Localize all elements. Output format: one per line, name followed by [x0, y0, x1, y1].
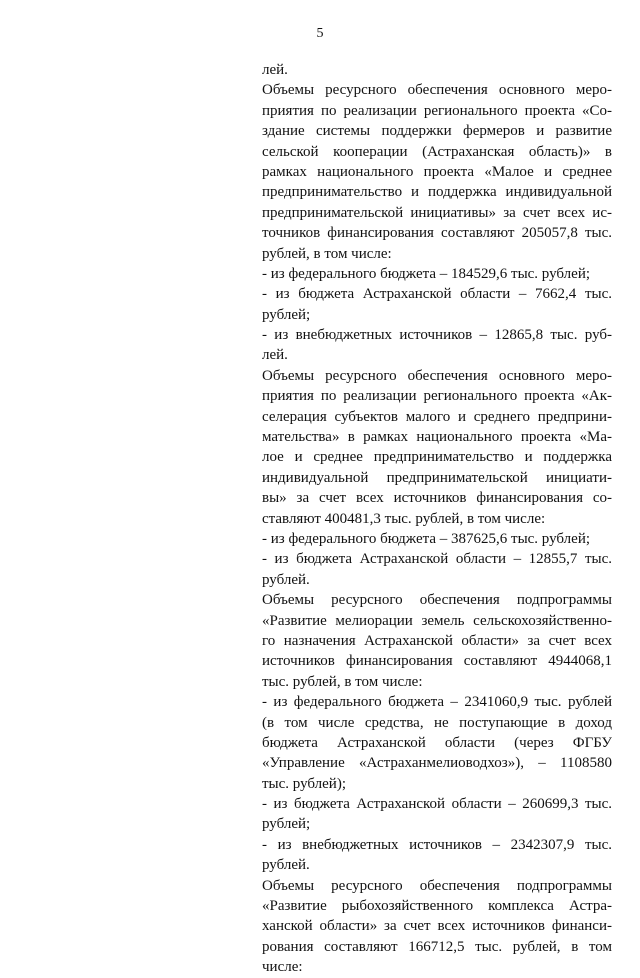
- text-line: - из бюджета Астраханской области – 7662,4 тыс.: [262, 286, 612, 303]
- text-line: бюджета Астраханской области (через ФГБУ: [262, 734, 612, 751]
- text-line: «Развитие рыбохозяйственного комплекса Астра-: [262, 898, 612, 915]
- text-line: - из федерального бюджета – 387625,6 тыс. рублей;: [262, 530, 591, 547]
- text-line: селерация субъектов малого и среднего предприни-: [262, 408, 612, 425]
- text-line: «Управление «Астраханмелиоводхоз»), – 1108580: [262, 755, 612, 772]
- text-line: - из бюджета Астраханской области – 12855,7 тыс.: [262, 551, 612, 568]
- text-line: рублей;: [262, 816, 311, 833]
- text-line: ставляют 400481,3 тыс. рублей, в том числе:: [262, 510, 546, 527]
- text-line: тыс. рублей);: [262, 775, 346, 792]
- text-line: индивидуальной предпринимательской инициати-: [262, 469, 612, 486]
- text-line: числе:: [262, 959, 303, 976]
- text-line: мательства» в рамках национального проекта «Ма-: [262, 429, 612, 446]
- text-line: предпринимательство и поддержка индивидуальной: [262, 184, 612, 201]
- text-line: здание системы поддержки фермеров и развитие: [262, 123, 612, 140]
- text-line: лое и среднее предпринимательство и поддержка: [262, 449, 612, 466]
- text-line: точников финансирования составляют 205057,8 тыс.: [262, 225, 612, 242]
- text-line: Объемы ресурсного обеспечения подпрограммы: [262, 592, 612, 609]
- text-line: рублей.: [262, 857, 310, 874]
- text-line: рублей, в том числе:: [262, 245, 392, 262]
- text-line: - из внебюджетных источников – 2342307,9 тыс.: [262, 836, 612, 853]
- text-line: рублей;: [262, 306, 311, 323]
- text-line: - из внебюджетных источников – 12865,8 тыс. руб-: [262, 327, 612, 344]
- text-line: приятия по реализации регионального проекта «Ак-: [262, 388, 612, 405]
- text-line: Объемы ресурсного обеспечения основного меро-: [262, 82, 612, 99]
- text-line: сельской кооперации (Астраханская область)» в: [262, 143, 612, 160]
- text-line: лей.: [262, 62, 288, 78]
- text-line: - из федерального бюджета – 184529,6 тыс. рублей;: [262, 265, 591, 282]
- text-line: - из федерального бюджета – 2341060,9 тыс. рублей: [262, 694, 612, 711]
- document-text-column: [262, 60, 612, 978]
- page-number: 5: [316, 26, 324, 41]
- text-line: рования составляют 166712,5 тыс. рублей, в том: [262, 938, 612, 955]
- text-line: ханской области» за счет всех источников финанси-: [262, 918, 612, 935]
- text-line: предпринимательской инициативы» за счет всех ис-: [262, 204, 612, 221]
- text-line: «Развитие мелиорации земель сельскохозяйственно-: [262, 612, 612, 629]
- text-line: (в том числе средства, не поступающие в доход: [262, 714, 612, 731]
- text-line: - из бюджета Астраханской области – 260699,3 тыс.: [262, 796, 612, 813]
- text-line: источников финансирования составляют 4944068,1: [262, 653, 612, 670]
- text-line: го назначения Астраханской области» за счет всех: [262, 632, 612, 649]
- text-line: приятия по реализации регионального проекта «Со-: [262, 102, 612, 119]
- text-line: Объемы ресурсного обеспечения основного меро-: [262, 367, 612, 384]
- text-line: вы» за счет всех источников финансирования со-: [262, 490, 612, 507]
- text-line: тыс. рублей, в том числе:: [262, 673, 423, 690]
- text-line: Объемы ресурсного обеспечения подпрограммы: [262, 877, 612, 894]
- text-line: лей.: [262, 347, 288, 364]
- text-line: рублей.: [262, 571, 310, 588]
- text-line: рамках национального проекта «Малое и среднее: [262, 163, 612, 180]
